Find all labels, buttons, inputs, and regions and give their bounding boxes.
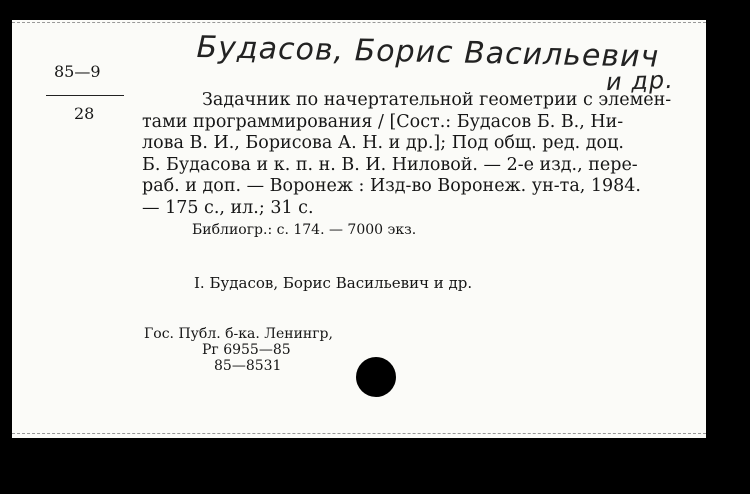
call-number-rule — [46, 95, 124, 96]
bibliography-note: Библиогр.: с. 174. — 7000 экз. — [192, 222, 417, 238]
holder-line: Рг 6955—85 — [202, 342, 291, 358]
call-number-top: 85—9 — [54, 62, 101, 81]
entry-line: тами программирования / [Сост.: Будасов Б. В., Ни- — [142, 111, 624, 132]
bibliographic-entry — [142, 90, 706, 219]
holder-line: Гос. Публ. б-ка. Ленингр, — [144, 326, 333, 342]
card-punch-hole — [356, 357, 396, 397]
entry-line: раб. и доп. — Воронеж : Изд-во Воронеж. ун-та, 1984. — [142, 176, 641, 196]
library-holding-stamp — [144, 326, 333, 374]
catalog-card — [12, 20, 706, 438]
entry-line: лова В. И., Борисова А. Н. и др.]; Под общ. ред. доц. — [142, 133, 624, 153]
holder-line: 85—8531 — [214, 358, 282, 374]
top-edge-dash — [12, 22, 706, 23]
bottom-edge-dash — [12, 433, 706, 434]
entry-line: Задачник по начертательной геометрии с элемен- — [202, 90, 672, 110]
author-tracing: I. Будасов, Борис Васильевич и др. — [194, 274, 473, 292]
entry-line: Б. Будасова и к. п. н. В. И. Ниловой. — 2-е изд., пере- — [142, 154, 638, 175]
entry-line: — 175 с., ил.; 31 с. — [142, 197, 314, 218]
call-number-bottom: 28 — [74, 104, 95, 123]
handwritten-heading: Будасов, Борис Васильевич — [196, 30, 660, 75]
handwritten-et-al: и др. — [605, 65, 675, 97]
